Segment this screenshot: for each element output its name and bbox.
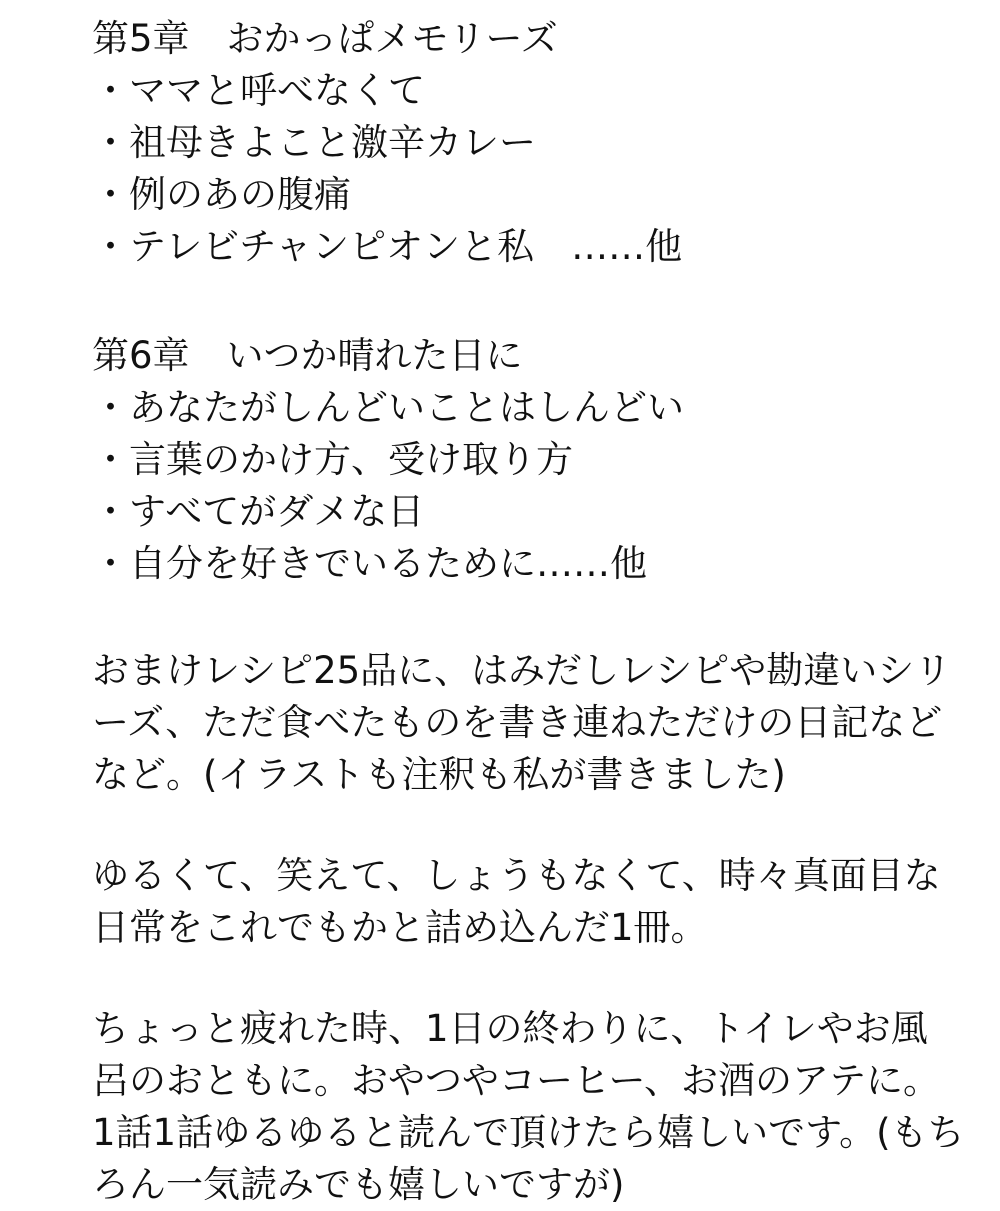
chapter-item: ・自分を好きでいるために……他 [92, 542, 647, 585]
chapter-6-section [92, 330, 972, 590]
paragraph-line: など。(イラストも注釈も私が書きました) [92, 753, 786, 796]
paragraph-line: おまけレシピ25品に、はみだしレシピや勘違いシリ [92, 649, 952, 692]
paragraph-line: 呂のおともに。おやつやコーヒー、お酒のアテに。 [92, 1059, 941, 1102]
chapter-item: ・すべてがダメな日 [92, 490, 425, 533]
paragraph-line: 1話1話ゆるゆると読んで頂けたら嬉しいです。(もち [92, 1111, 965, 1154]
chapter-item: ・テレビチャンピオンと私 ……他 [92, 225, 683, 268]
chapter-heading: 第6章 いつか晴れた日に [92, 334, 523, 377]
bonus-recipes-paragraph [92, 645, 972, 801]
chapter-item: ・あなたがしんどいことはしんどい [92, 386, 684, 429]
chapter-item: ・言葉のかけ方、受け取り方 [92, 438, 573, 481]
paragraph-line: ちょっと疲れた時、1日の終わりに、トイレやお風 [92, 1007, 928, 1050]
chapter-5-section [92, 13, 972, 273]
chapter-heading: 第5章 おかっぱメモリーズ [92, 17, 558, 60]
paragraph-line: ーズ、ただ食べたものを書き連ねただけの日記など [92, 701, 943, 744]
chapter-item: ・祖母きよこと激辛カレー [92, 121, 536, 164]
paragraph-line: ゆるくて、笑えて、しょうもなくて、時々真面目な [92, 854, 941, 897]
book-summary-paragraph [92, 850, 972, 954]
reading-suggestion-paragraph [92, 1003, 972, 1211]
paragraph-line: 日常をこれでもかと詰め込んだ1冊。 [92, 906, 708, 949]
chapter-item: ・例のあの腹痛 [92, 173, 351, 216]
chapter-item: ・ママと呼べなくて [92, 69, 425, 112]
paragraph-line: ろん一気読みでも嬉しいですが) [92, 1163, 625, 1206]
